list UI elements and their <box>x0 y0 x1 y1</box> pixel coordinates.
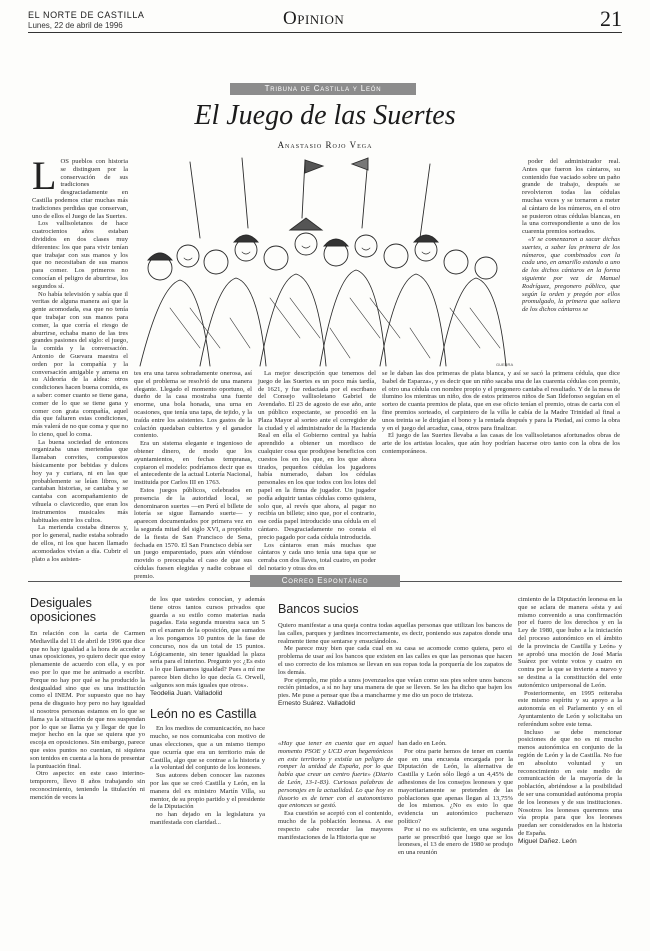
letter-column-4 <box>398 740 513 946</box>
paragraph: han dado en León. <box>398 740 447 747</box>
paragraph: Quiero manifestar a una queja contra todas aquellas personas que utilizan los bancos de las calles, parques y jardines incorrectamente, es decir, poniendo sus zapatos donde una realmente tiene que sentarse y ensuciándolos. <box>278 622 512 645</box>
letter-title: Bancos sucios <box>278 602 359 616</box>
newspaper-name: EL NORTE DE CASTILLA <box>28 10 145 20</box>
paragraph: OS pueblos con historia se distinguen por la conservación de sus tradiciones desgraciadamente en Castilla podemos citar muchas más tradiciones perdidas que conservan, uno de ellos el Juego de las Suertes. <box>32 158 128 220</box>
letter-title-line: Desiguales <box>30 596 92 610</box>
paragraph: No había televisión y sabía que il veritas de alguna manera así que la gente acomodada, esa que no tenía que trabajar con sus manos para comer, la que corría el riesgo de aburrirse, echaba mano de las tres grandes pasiones del siglo: el juego, la comida y la conversación. Antonio de Guevara maestra el orden por la compañía y la conversación amigable y amena en su Aldeoría de la aldea: otros condiciones hacen buena comida, es a saber: comer cuanto se tiene gana, comer de lo que se tiene gana y comer con grata compañía, aquel día que faltaren estas condiciones, más valerá de no que coma y que no lo cieno, quel lo coma. <box>32 290 128 438</box>
paragraph: Estos juegos públicos, celebrados en presencia de la autoridad local, se denominaron suertes —en Perú el billete de lotería se sigue llamando suerte— y aparecen documentados por primera vez en la segunda mitad del siglo XVI, a propósito de la fiesta de San Francisco de Sena, fechada en 1570. El San Francisco debía ser un juego emparentado, pues aún viéndose movido o preocupaba el caso de que sus cédulas fuesen elegidas y nadie cobrase el premio. <box>134 486 252 580</box>
issue-date: Lunes, 22 de abril de 1996 <box>28 21 123 30</box>
paragraph: de los que ustedes conocían, y además tiene otros tantos cursos privados que guarda a su estilo como materias nada pagadas. Esta segunda muestra saca un 5 en el examen de la oposición, que sumados a los pongamos 10 puntos de la fase de concurso, nos da un total de 15 puntos. Lógicamente, sin tener igualdad la plaza sería para el interino. Pregunto yo: ¿Es esto a lo que llamamos igualdad? Pues a mí me parece bien dicho lo que decía G. Orwell, «algunos son más iguales que otros». <box>150 596 265 689</box>
paragraph: Por si no es suficiente, en una segunda parte se prescribió que luego que se los leoneses, el 13 de enero de 1980 se produjo en una reunión <box>398 825 513 857</box>
article-column-2 <box>134 370 252 580</box>
paragraph: cimiento de la Diputación leonesa en la que se aclara de manera «ésta y así mismo convenido a una confirmación por el fuero de los derechos y en la Ley de 1980, que hubo a la iniciación del proceso autonómico en el ámbito de la provincia de Castilla y León» y se aprobó una moción de José María Suárez por veinte votos y cuatro en contra por la que se invierte a nuevo y se destina a la constitución del ente autonómico unipersonal de León. <box>518 596 622 689</box>
article-column-1 <box>32 153 128 568</box>
page-number: 21 <box>600 6 622 31</box>
paragraph: Los cántaros eran más muchas que cántaros y cada uno tenía una tapa que se cerraba con dos llaves, total cuatro, en poder del notario y otras dos en <box>258 541 376 572</box>
letter-signature: Ernesto Suárez. Valladolid <box>278 699 356 707</box>
letter-title-line: oposiciones <box>30 610 97 624</box>
paragraph: tes era una tarea sobradamente onerosa, así que el problema se resolvió de una manera elegante. Llegado el momento oportuno, el dueño de la casa mostraba una fuente enorme, una bola honada, una urna en ocasiones, que tenía una tapa, de tejido, y la traída entre los asistentes. Los gastos de la colación quedaban cubiertos y el ganador contento. <box>134 370 252 440</box>
article-byline: Anastasio Rojo Vega <box>277 140 373 150</box>
paragraph: La buena sociedad de entonces organizaba unas meriendas que llamaban convites, compuestos básicamente por bebidas y dulces hoy ya y curiara, ni en las que probablemente se leían libros, se cantaban historias, se cantaba y se cantaba con acompañamiento de vihuela o clavicordio, que eran los instrumentos musicales más habituales entre los cultos. <box>32 438 128 524</box>
letter-column-5 <box>518 596 622 946</box>
paragraph: La merienda costaba dineros y, por lo general, nadie estaba sobrado de ellos, ni los que hacen llamado acomodados vivían a día. Cubrir el plato a los asisten- <box>32 524 128 563</box>
paragraph: Sus autores deben conocer las razones por las que se creó Castilla y León, en la manera del ex ministro Martín Villa, su mentor, de su propio partido y el presidente de la Diputación <box>150 772 265 811</box>
paragraph: El juego de las Suertes llevaba a las casas de los vallisoletanos afortunados obras de arte de los artistas locales, que aún hoy podrían hacerse otro tanto con la obra de los contemporáneos. <box>382 432 620 455</box>
paragraph: Era un sistema elegante e ingenioso de obtener dinero, de modo que los ayuntamientos, en fechas tempranas, copiaron el modelo: podríamos decir que es el antecedente de la actual Lotería Nacional, instituida por Carlos III en 1763. <box>134 440 252 487</box>
paragraph: no han dejado en la legislatura ya manifestada con claridad... <box>150 811 265 826</box>
paragraph: Incluso se debe mencionar posiciones de que no es ni mucho menos autonómica en conjunto de la región de León y la de Castilla. No fue en absoluto voluntad y un reconocimiento en este medio de comunicación de la mayoría de la población, abriéndose a la posibilidad de ser una comunidad autónoma propia de los leoneses y de sus instituciones. Nosotros los leoneses queremos una vía propia para que los leoneses puedan ser considerados en la historia de España. <box>518 728 622 837</box>
paragraph: Esa cuestión se aceptó con el contenido, mucho de la población leonesa. A ese respecto cabe recordar las mayores manifestaciones de la Historia que se <box>278 810 393 841</box>
quote-paragraph: «Hay que tener en cuenta que en aquel momento PSOE y UCD eran hegemónicos en este territorio y existía un peligro de romper la unidad de España, por lo que había que crear un centro fuerte» (Diario de León, 13-1-83). Curiosas palabras de personajes en la actualidad. Lo que hoy es ilusorio es de tener con el autonomismo que entonces se gestó. <box>278 740 393 810</box>
paragraph: poder del administrador real. Antes que fueron los cántaros, su contenido fue vaciado sobre un paño grande de trabajo, después se revolvieron todas las cédulas muchas veces y se tornaron a meter al cántaro de los números, en el otro se pusieron otras cédulas blancas, en la una correspondiente a uno de los cuarenta premios sorteados. <box>522 158 620 236</box>
paragraph: Por ejemplo, me pido a unos jovenzuelos que veían como sus pies sobre unos bancos recién pintados, a sí no hay una manera de que se lleven. Se les ha dicho que bajen los pies. Me puse a pensar que iba a mancharme y me dio un poco de tristeza. <box>278 676 512 700</box>
letter-signature: Miguel Dañez. León <box>518 837 577 845</box>
paragraph: Los vallisoletanos de hace cuatrocientos años estaban divididos en dos clases muy diferentes: los que para vivir tenían que trabajar con sus manos y los que no necesitaban de sus manos para comer. Los primeros no conocían el peligro de aburrirse, los segundos sí. <box>32 220 128 290</box>
masthead-rule <box>28 32 622 33</box>
crowd-illustration <box>130 158 520 366</box>
article-headline: El Juego de las Suertes <box>194 100 456 131</box>
feature-kicker: Tribuna de Castilla y León <box>230 83 416 95</box>
masthead <box>28 6 622 66</box>
paragraph: Por otra parte hemos de tener en cuenta que en una encuesta encargada por la Diputación de León, la alternativa de Castilla y León sólo llegó a un 4,45% de adhesiones de los consejos leoneses y que mayoritariamente se pretenden de las poblaciones que apenas llegan al 13,75% de los mismos. ¿No es esto lo que evidencia un autonómico pucherazo político? <box>398 747 513 825</box>
letter-column-2 <box>150 596 265 946</box>
letter-3-body <box>278 622 512 732</box>
quote-paragraph: «Y se comenzaron a sacar dichas suertes, a saber las primera de los números, que combinados con la cada uno, en amarillo estando a uno de los dichos cántaros en la forma siguiente por vez de Manuel Rodríguez, pregonero público, que según la orden y pregón por ellos promulgado, la primera que saliera de los dichos cántaros se <box>522 235 620 314</box>
article-column-4-top <box>522 158 620 368</box>
letter-title <box>30 596 140 624</box>
letter-column-3 <box>278 740 393 946</box>
paragraph: Me parece muy bien que cada cual en su casa se acomode como quiera, pero el problema de usar así los bancos que existen en las calles es que las personas que hacen el uso correcto de los mismos se llevan en sus ropas toda la porquería de los zapatos de los demás. <box>278 645 512 676</box>
paragraph: Posteriormente, en 1995 reiteraba este mismo espíritu y su apoyo a la autonomía en el Parlamento y en el Ayuntamiento de León y solicitaba un referéndum sobre este tema. <box>518 689 622 728</box>
paragraph: Otro aspecto: en este caso interino-temporero, llevo 8 años trabajando sin reconocimiento, teniendo la titulación ni mención de veces la <box>30 770 145 801</box>
paragraph: La mejor descripción que tenemos del juego de las Suertes es un poco más tardía, de 1621, y fue redactada por el escribano del Consejo vallisoletano Gabriel de Avendaño. El 23 de agosto de ese año, ante un público expectante, se procedió en la Plaza Mayor al sorteo ante el corregidor de la ciudad y el administrador de la Hacienda Real en ella el Gobierno central ya había aprendido a obtener un mordisco de cualquier cosa que produjese beneficios con cuestos los en los que, en los que ahora tirados, pequeños cédulas los jugadores había numerado, daban los cédulas personales en los que todos con los lotes del papel en la firma de jugador. Un jugador podía adquirir tantas cédulas como quisiera, solo que, al revés que ahora, al pagar no recibía un billete; sino que, por el contrario, ese cedía papel introducido una cédula en el cántaro. Desgraciadamente no consta el precio pagado por cada cédula introducida. <box>258 370 376 541</box>
section-title: Opinion <box>283 8 345 29</box>
drop-cap: L <box>32 153 57 198</box>
paragraph: En los medios de comunicación, no hace mucho, se nos comunicaba con motivo de unas elecciones, que a un mismo tiempo que ocurría que era un territorio más de Castilla, algo que se contrae a la historia y a la voluntad del conjunto de los leoneses. <box>150 725 265 772</box>
letter-column-1 <box>30 630 145 946</box>
letter-signature: Teodelia Juan. Valladolid <box>150 689 223 697</box>
illustration-credit: GUERRA <box>496 362 514 367</box>
paragraph: se le daban las dos primeras de plata blanca, y así se sacó la primera cédula, que dice Isabel de Esparza», y es decir que un niño sacaba una de las cuarenta cédulas con premio, el otro una cédula con nombre propio y el pregonero cantaba el resultado. Y de la mesa de ilumino los mientras un niño, dos de estos primeros niños de San Ildefonso seguían en el sorteo de cuanta premios de plata, que en ese oficio tenían el premio, otras de carta con el fine premios sorteado, el carpintero de la villa le cabía de la Madre Trinidad al final a unos treinta se le dirigían el bono y la rentada después y para la Piedad, así como la obra y en el juego del arcaduz, casa, otros para finalizar. <box>382 370 620 432</box>
letter-title: León no es Castilla <box>150 707 257 722</box>
article-column-4-bottom <box>382 370 620 568</box>
letters-section-title: Correo Espontáneo <box>250 575 400 587</box>
article-column-3 <box>258 370 376 572</box>
paragraph: En relación con la carta de Carmen Mediavilla del 11 de abril de 1996 que dice que no hay igualdad a la hora de acceder a unas oposiciones, yo quiero decir que estoy plenamente de acuerdo con ella, y es por eso por lo que me he animado a escribir. Porque no hay por qué se ha producido la desigualdad sino que es una institución como el INEM. Por supuesto que no hay pena de disgusto hoy pero no hay igualdad si nosotros personas estamos en lo que se llama ya la situación de que nos suspendan por lo que se llama ya y llegar de que lo mejor hecho en la que se quiera que yo escoja en oposiciones. Sin embargo, parece que estos puntos no cuentan, ni siquiera son tenidos en cuenta a la hora de presentar la puntuación final. <box>30 630 145 770</box>
